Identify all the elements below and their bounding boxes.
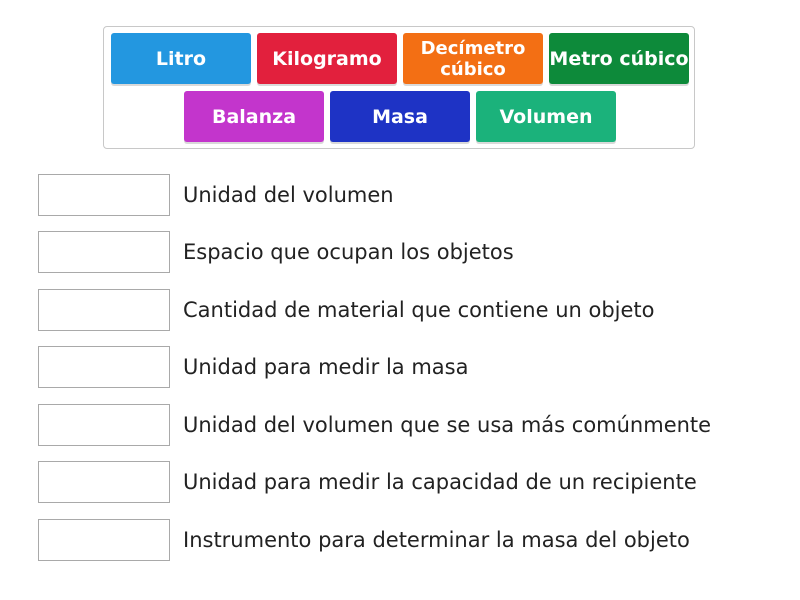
definition-row xyxy=(38,174,778,218)
answer-slot[interactable] xyxy=(38,404,170,446)
definition-text: Unidad del volumen xyxy=(183,183,394,207)
definition-row xyxy=(38,461,778,505)
tile-masa[interactable]: Masa xyxy=(330,91,470,142)
word-bank xyxy=(103,26,695,149)
definition-row xyxy=(38,289,778,333)
tile-litro[interactable]: Litro xyxy=(111,33,251,84)
tile-decimetro-cubico[interactable]: Decímetro cúbico xyxy=(403,33,543,84)
answer-slot[interactable] xyxy=(38,461,170,503)
definition-text: Instrumento para determinar la masa del objeto xyxy=(183,528,690,552)
definition-text: Unidad para medir la capacidad de un recipiente xyxy=(183,470,697,494)
answer-slot[interactable] xyxy=(38,289,170,331)
answer-slot[interactable] xyxy=(38,231,170,273)
tile-balanza[interactable]: Balanza xyxy=(184,91,324,142)
answer-slot[interactable] xyxy=(38,519,170,561)
definition-text: Unidad del volumen que se usa más comúnmente xyxy=(183,413,712,437)
definition-row xyxy=(38,519,778,563)
definition-row xyxy=(38,404,778,448)
tile-metro-cubico[interactable]: Metro cúbico xyxy=(549,33,689,84)
definition-text: Cantidad de material que contiene un objeto xyxy=(183,298,655,322)
definition-text: Unidad para medir la masa xyxy=(183,355,469,379)
answer-slot[interactable] xyxy=(38,174,170,216)
tile-kilogramo[interactable]: Kilogramo xyxy=(257,33,397,84)
tile-volumen[interactable]: Volumen xyxy=(476,91,616,142)
definition-text: Espacio que ocupan los objetos xyxy=(183,240,514,264)
definition-row xyxy=(38,231,778,275)
answer-slot[interactable] xyxy=(38,346,170,388)
definition-row xyxy=(38,346,778,390)
